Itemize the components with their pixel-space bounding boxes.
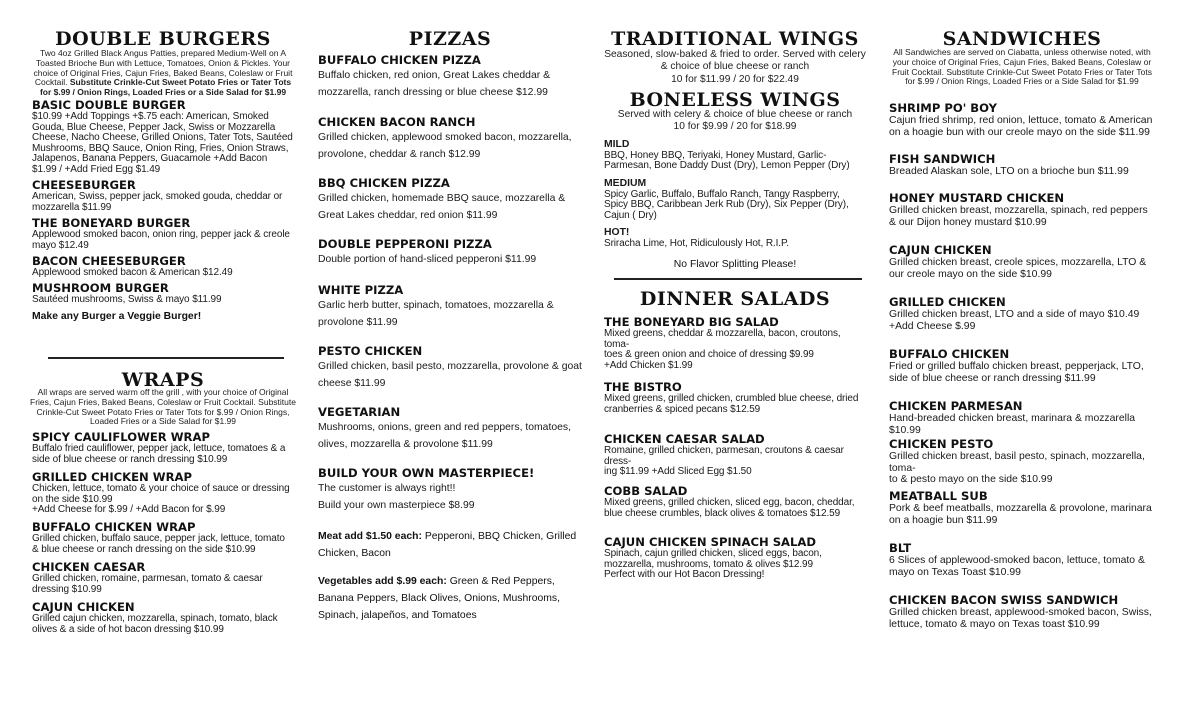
wraps-title: WRAPS xyxy=(121,369,205,391)
menu-item-shrimp-po-boy xyxy=(889,102,1157,138)
menu-item-pesto-chicken-pizza xyxy=(318,345,582,392)
menu-item-vegetarian-pizza xyxy=(318,406,582,453)
flavor-list: BBQ, Honey BBQ, Teriyaki, Honey Mustard, Garlic-Parmesan, Bone Daddy Dust (Dry), Lemon Pepper (Dry) xyxy=(604,149,850,172)
item-description: Grilled chicken, homemade BBQ sauce, mozzarella & Great Lakes cheddar, red onion $11.99 xyxy=(318,193,566,221)
item-name: CHICKEN BACON SWISS SANDWICH xyxy=(889,593,1119,607)
boneless-wings-price: 10 for $9.99 / 20 for $18.99 xyxy=(673,121,797,132)
wing-flavors-hot xyxy=(604,227,866,249)
item-description: Romaine, grilled chicken, parmesan, croutons & caesar dress- ing $11.99 +Add Sliced Egg $1.50 xyxy=(604,445,844,478)
wings-price: 10 for $11.99 / 20 for $22.49 xyxy=(671,74,799,85)
menu-item-blt xyxy=(889,542,1157,578)
item-description: Buffalo fried cauliflower, pepper jack, lettuce, tomatoes & a side of blue cheese or ranch dressing $10.99 xyxy=(32,443,286,465)
dinner-salads-title: DINNER SALADS xyxy=(639,288,831,310)
double-burgers-intro-substitutions: Substitute Crinkle-Cut Sweet Potato Fries or Tater Tots for $.99 / Onion Rings, Loaded Fries or a Side Salad for $1.99 xyxy=(39,77,292,98)
menu-item-mushroom-burger xyxy=(32,282,294,306)
item-name: FISH SANDWICH xyxy=(889,152,996,166)
boneless-wings-title: BONELESS WINGS xyxy=(629,89,841,111)
menu-item-build-your-own xyxy=(318,467,582,514)
item-description: Breaded Alaskan sole, LTO on a brioche bun $11.99 xyxy=(889,166,1129,177)
item-description: $10.99 +Add Toppings +$.75 each: American, Smoked Gouda, Blue Cheese, Pepper Jack, Swiss or Mozzarella Cheese, Nacho Cheese, Grilled Onions, Tater Tots, Sautéed Mushrooms, BBQ Sauce, Onion Ring, Fries, Onion Straws, Jalapenos, Banana Peppers, Guacamole +Add Bacon $1.99 / +Add Fried Egg $1.49 xyxy=(32,111,293,175)
item-description: American, Swiss, pepper jack, smoked gouda, cheddar or mozzarella $11.99 xyxy=(32,191,283,213)
menu-item-buffalo-chicken-wrap xyxy=(32,521,294,555)
menu-item-bacon-cheeseburger xyxy=(32,255,294,279)
meat-addons-label: Meat add $1.50 each: xyxy=(318,531,422,542)
item-description: Sautéed mushrooms, Swiss & mayo $11.99 xyxy=(32,294,222,305)
menu-item-double-pepperoni-pizza xyxy=(318,238,582,268)
flavor-list: Sriracha Lime, Hot, Ridiculously Hot, R.I.P. xyxy=(604,237,789,249)
item-name: CAJUN CHICKEN xyxy=(889,243,992,257)
item-description: Double portion of hand-sliced pepperoni $11.99 xyxy=(318,254,537,265)
item-description: Fried or grilled buffalo chicken breast, pepperjack, LTO, side of blue cheese or ranch dressing $11.99 xyxy=(889,361,1144,384)
item-description: Cajun fried shrimp, red onion, lettuce, tomato & American on a hoagie bun with our creole mayo on the side $11.99 xyxy=(889,115,1153,138)
menu-item-meatball-sub xyxy=(889,490,1157,526)
menu-item-cajun-chicken-spinach-salad xyxy=(604,536,866,581)
menu-item-buffalo-chicken-sandwich xyxy=(889,348,1157,384)
veg-addons-list: Green & Red Peppers, Banana Peppers, Black Olives, Onions, Mushrooms, Spinach, jalapeños, and Tomatoes xyxy=(318,576,560,621)
item-description: Applewood smoked bacon & American $12.49 xyxy=(32,267,233,278)
menu-item-bbq-chicken-pizza xyxy=(318,177,582,224)
no-flavor-splitting-note: No Flavor Splitting Please! xyxy=(673,259,797,270)
item-name: CHICKEN CAESAR xyxy=(32,560,146,574)
double-burgers-intro-text: Two 4oz Grilled Black Angus Patties, prepared Medium-Well on A Toasted Brioche Bun with Lettuce, Tomatoes, Onion & Pickles. Your choice of Original Fries, Cajun Fries, Baked Beans, Coleslaw or Fruit Cocktail. xyxy=(33,48,293,88)
item-description: Applewood smoked bacon, onion ring, pepper jack & creole mayo $12.49 xyxy=(32,229,290,251)
item-description: Grilled chicken, romaine, parmesan, tomato & caesar dressing $10.99 xyxy=(32,573,263,595)
menu-item-spicy-cauliflower-wrap xyxy=(32,431,294,465)
pizzas-title: PIZZAS xyxy=(408,28,492,50)
item-name: GRILLED CHICKEN WRAP xyxy=(32,470,192,484)
menu-item-the-bistro xyxy=(604,381,866,415)
item-name: BUFFALO CHICKEN WRAP xyxy=(32,520,196,534)
divider xyxy=(614,278,862,280)
item-description: Grilled chicken, applewood smoked bacon, mozzarella, provolone, cheddar & ranch $12.99 xyxy=(318,132,572,160)
double-burgers-title: DOUBLE BURGERS xyxy=(55,28,271,50)
item-name: BBQ CHICKEN PIZZA xyxy=(318,176,450,190)
item-name: THE BISTRO xyxy=(604,380,682,394)
item-name: CAJUN CHICKEN xyxy=(32,600,135,614)
item-description: Grilled chicken breast, basil pesto, spinach, mozzarella, toma- to & pesto mayo on the side $10.99 xyxy=(889,451,1145,486)
menu-item-basic-double-burger xyxy=(32,99,294,176)
menu-item-buffalo-chicken-pizza xyxy=(318,54,582,101)
item-name: SHRIMP PO' BOY xyxy=(889,101,997,115)
item-name: WHITE PIZZA xyxy=(318,283,404,297)
item-name: HONEY MUSTARD CHICKEN xyxy=(889,191,1065,205)
item-name: CAJUN CHICKEN SPINACH SALAD xyxy=(604,535,817,549)
item-description: 6 Slices of applewood-smoked bacon, lettuce, tomato & mayo on Texas Toast $10.99 xyxy=(889,555,1145,578)
menu-item-white-pizza xyxy=(318,284,582,331)
wings-intro: Seasoned, slow-baked & fried to order. Served with celery & choice of blue cheese or ranch xyxy=(604,49,866,72)
item-name: COBB SALAD xyxy=(604,484,688,498)
menu-item-cobb-salad xyxy=(604,485,866,519)
item-name: GRILLED CHICKEN xyxy=(889,295,1006,309)
item-name: CHEESEBURGER xyxy=(32,178,136,192)
item-description: Pork & beef meatballs, mozzarella & provolone, marinara on a hoagie bun $11.99 xyxy=(889,503,1152,526)
flavor-level-label: MILD xyxy=(604,139,630,150)
item-name: THE BONEYARD BURGER xyxy=(32,216,191,230)
pizza-meat-addons xyxy=(318,528,582,562)
item-description: Chicken, lettuce, tomato & your choice of sauce or dressing on the side $10.99 +Add Cheese for $.99 / +Add Bacon for $.99 xyxy=(32,483,290,516)
veg-addons-label: Vegetables add $.99 each: xyxy=(318,576,447,587)
item-name: CHICKEN BACON RANCH xyxy=(318,115,476,129)
meat-addons-list: Pepperoni, BBQ Chicken, Grilled Chicken, Bacon xyxy=(318,531,577,559)
pizza-veg-addons xyxy=(318,573,582,624)
menu-item-honey-mustard-chicken xyxy=(889,192,1157,228)
item-name: BASIC DOUBLE BURGER xyxy=(32,98,186,112)
sandwiches-intro: All Sandwiches are served on Ciabatta, unless otherwise noted, with your choice of Original Fries, Cajun Fries, Baked Beans, Coleslaw or Fruit Cocktail. Substitute Crinkle-Cut Sweet Potato Fries or Tater Tots for $.99 / Onion Rings, Loaded Fries or a Side Salad for $1.99 xyxy=(892,47,1152,87)
item-description: Grilled chicken breast, LTO and a side of mayo $10.49 +Add Cheese $.99 xyxy=(889,309,1140,332)
item-name: DOUBLE PEPPERONI PIZZA xyxy=(318,237,492,251)
menu-item-chicken-caesar-wrap xyxy=(32,561,294,595)
item-description: Mixed greens, cheddar & mozzarella, bacon, croutons, toma- toes & green onion and choice of dressing $9.99 +Add Chicken $1.99 xyxy=(604,328,841,371)
wraps-intro: All wraps are served warm off the grill , with your choice of Original Fries, Cajun Fries, Baked Beans, Coleslaw or Fruit Cocktail. Substitute Crinkle-Cut Sweet Potato Fries or Tater Tots for $.99 / Onion Rings, Loaded Fries or a Side Salad for $1.99 xyxy=(30,387,296,427)
item-description: Buffalo chicken, red onion, Great Lakes cheddar & mozzarella, ranch dressing or blue cheese $12.99 xyxy=(318,70,551,98)
item-name: BACON CHEESEBURGER xyxy=(32,254,186,268)
divider xyxy=(48,357,284,359)
item-description: Grilled chicken, basil pesto, mozzarella, provolone & goat cheese $11.99 xyxy=(318,361,582,389)
item-name: MEATBALL SUB xyxy=(889,489,988,503)
item-name: BUILD YOUR OWN MASTERPIECE! xyxy=(318,466,535,480)
item-name: SPICY CAULIFLOWER WRAP xyxy=(32,430,210,444)
item-description: The customer is always right!! Build your own masterpiece $8.99 xyxy=(318,483,475,511)
menu-item-chicken-bacon-swiss-sandwich xyxy=(889,594,1157,630)
menu-item-cajun-chicken-sandwich xyxy=(889,244,1157,280)
item-name: MUSHROOM BURGER xyxy=(32,281,169,295)
menu-item-cajun-chicken-wrap xyxy=(32,601,294,635)
wing-flavors-medium xyxy=(604,178,866,221)
menu-item-cheeseburger xyxy=(32,179,294,213)
item-name: VEGETARIAN xyxy=(318,405,401,419)
item-description: Grilled chicken breast, applewood-smoked bacon, Swiss, lettuce, tomato & mayo on Texas toast $10.99 xyxy=(889,607,1152,630)
sandwiches-title: SANDWICHES xyxy=(942,28,1102,50)
menu-item-boneyard-burger xyxy=(32,217,294,251)
flavor-level-label: HOT! xyxy=(604,227,630,238)
menu-item-chicken-bacon-ranch xyxy=(318,116,582,163)
item-name: BUFFALO CHICKEN PIZZA xyxy=(318,53,481,67)
item-description: Grilled cajun chicken, mozzarella, spinach, tomato, black olives & a side of hot bacon dressing $10.99 xyxy=(32,613,278,635)
item-name: CHICKEN PESTO xyxy=(889,437,994,451)
double-burgers-intro xyxy=(30,49,296,98)
flavor-list: Spicy Garlic, Buffalo, Buffalo Ranch, Tangy Raspberry, Spicy BBQ, Caribbean Jerk Rub (Dry), Six Pepper (Dry), Cajun ( Dry) xyxy=(604,188,849,221)
item-description: Mixed greens, grilled chicken, crumbled blue cheese, dried cranberries & spiced pecans $12.59 xyxy=(604,393,859,415)
item-name: BUFFALO CHICKEN xyxy=(889,347,1010,361)
item-description: Grilled chicken breast, creole spices, mozzarella, LTO & our creole mayo on the side $10.99 xyxy=(889,257,1147,280)
item-description: Mushrooms, onions, green and red peppers, tomatoes, olives, mozzarella & provolone $11.99 xyxy=(318,422,571,450)
menu-item-chicken-caesar-salad xyxy=(604,433,866,478)
traditional-wings-title: TRADITIONAL WINGS xyxy=(611,28,859,50)
item-name: CHICKEN CAESAR SALAD xyxy=(604,432,765,446)
item-description: Spinach, cajun grilled chicken, sliced eggs, bacon, mozzarella, mushrooms, tomato & olives $12.99 Perfect with our Hot Bacon Dressing! xyxy=(604,548,822,581)
boneless-wings-intro: Served with celery & choice of blue cheese or ranch xyxy=(617,109,853,120)
item-description: Garlic herb butter, spinach, tomatoes, mozzarella & provolone $11.99 xyxy=(318,300,554,328)
item-name: BLT xyxy=(889,541,912,555)
veggie-burger-note: Make any Burger a Veggie Burger! xyxy=(32,311,202,322)
flavor-level-label: MEDIUM xyxy=(604,178,647,189)
item-name: PESTO CHICKEN xyxy=(318,344,423,358)
menu-item-grilled-chicken-wrap xyxy=(32,471,294,516)
item-description: Mixed greens, grilled chicken, sliced egg, bacon, cheddar, blue cheese crumbles, black olives & tomatoes $12.59 xyxy=(604,497,855,519)
wing-flavors-mild xyxy=(604,139,866,172)
item-name: THE BONEYARD BIG SALAD xyxy=(604,315,779,329)
item-description: Grilled chicken, buffalo sauce, pepper jack, lettuce, tomato & blue cheese or ranch dressing on the side $10.99 xyxy=(32,533,285,555)
menu-item-grilled-chicken-sandwich xyxy=(889,296,1157,332)
item-description: Hand-breaded chicken breast, marinara & mozzarella $10.99 xyxy=(889,413,1136,436)
item-name: CHICKEN PARMESAN xyxy=(889,399,1023,413)
menu-item-boneyard-big-salad xyxy=(604,316,866,371)
menu-item-fish-sandwich xyxy=(889,153,1157,178)
item-description: Grilled chicken breast, mozzarella, spinach, red peppers & our Dijon honey mustard $10.99 xyxy=(889,205,1148,228)
menu-item-chicken-pesto-sandwich xyxy=(889,438,1157,486)
menu-item-chicken-parmesan xyxy=(889,400,1157,436)
